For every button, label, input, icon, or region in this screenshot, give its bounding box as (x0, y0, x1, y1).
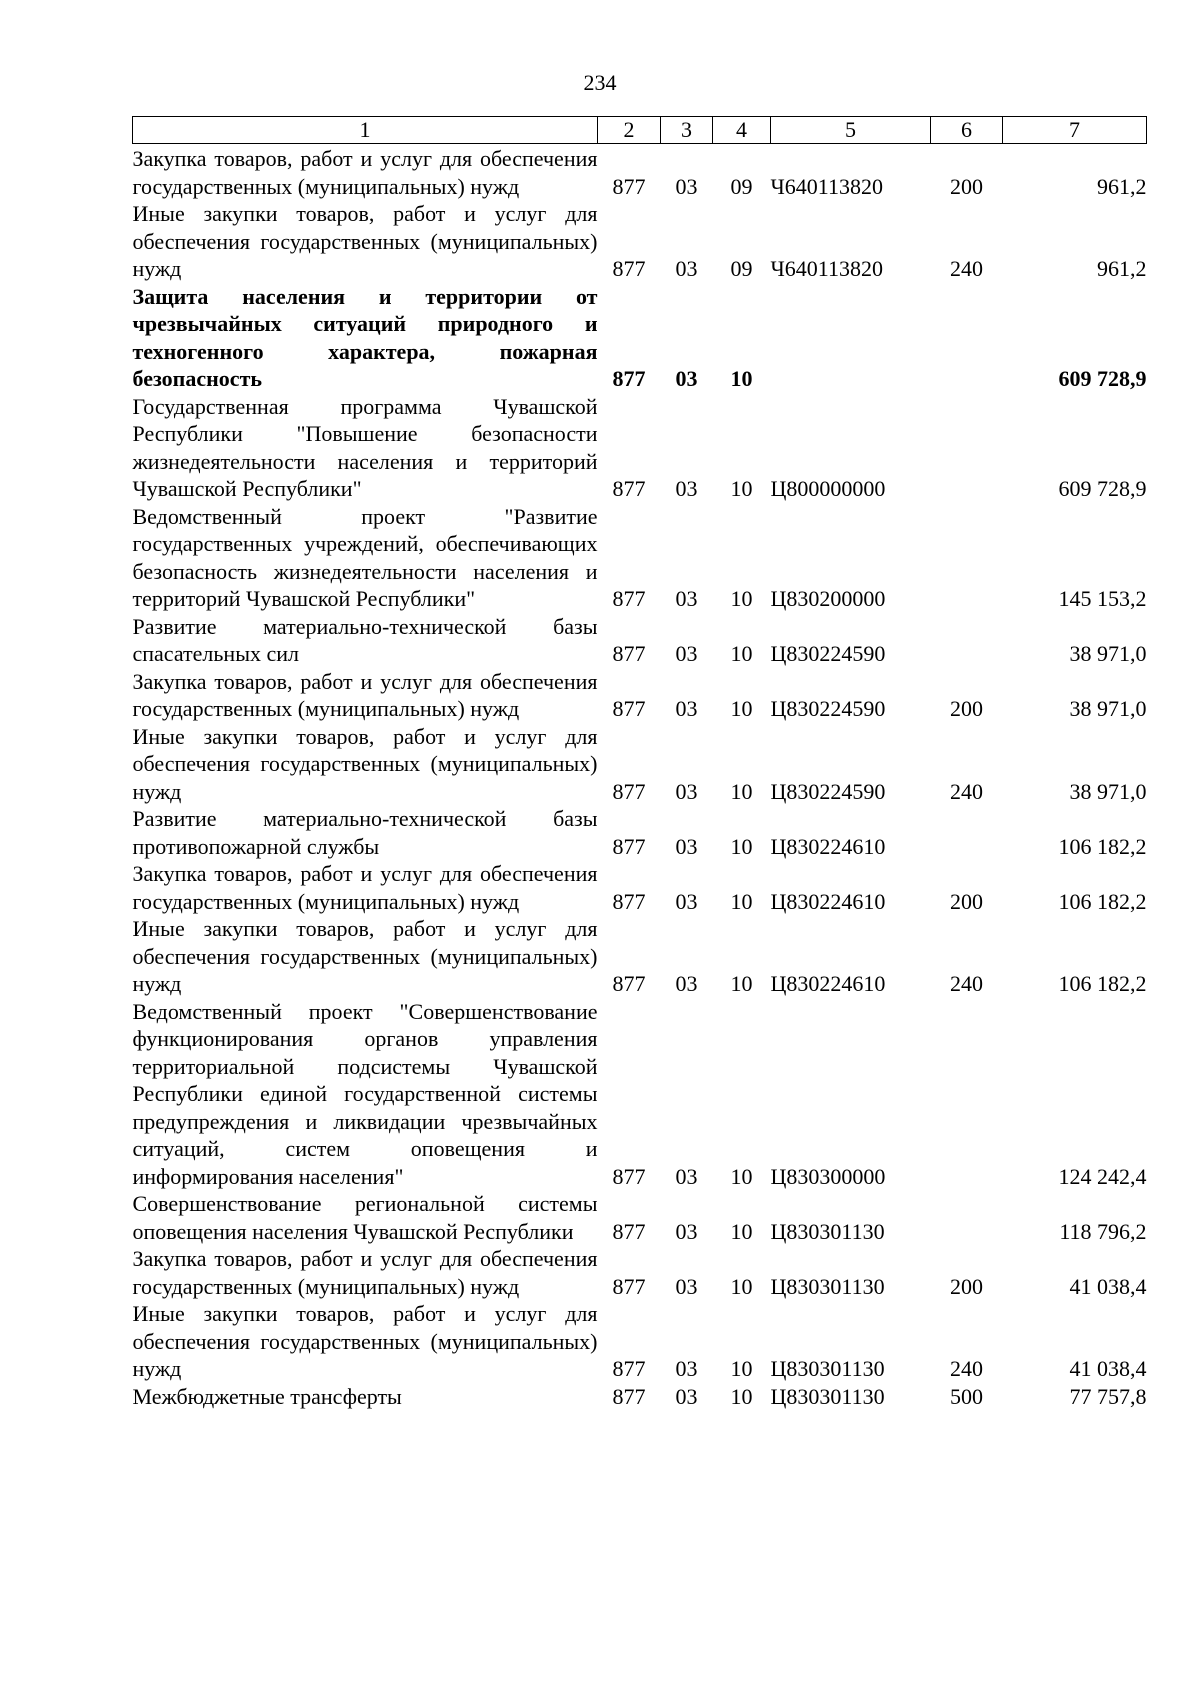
row-target-article-cell: Ч640113820 (770, 256, 883, 281)
row-amount-cell: 41 038,4 (1069, 1356, 1147, 1381)
row-admin-code-cell: 877 (612, 1383, 646, 1409)
row-amount-cell: 106 182,2 (1058, 888, 1147, 914)
row-admin-code-cell: 877 (612, 1273, 646, 1299)
row-name-cell: Иные закупки товаров, работ и услуг для обеспечения государственных (муниципальных) нужд (132, 723, 598, 804)
row-expense-type-cell: 240 (950, 778, 983, 804)
row-admin-code-cell: 877 (612, 1163, 646, 1189)
row-subsection-cell: 10 (730, 1383, 753, 1409)
row-section-cell: 03 (675, 586, 698, 611)
row-expense-type-cell: 240 (950, 1356, 983, 1381)
row-expense-type-cell: 200 (950, 173, 983, 199)
page-number: 234 (583, 70, 617, 95)
table-row (133, 860, 1147, 915)
row-expense-type-cell: 240 (950, 256, 983, 281)
table-row (133, 503, 1147, 613)
header-cell: 3 (661, 117, 713, 144)
row-name-cell: Развитие материально-технической базы противопожарной службы (132, 806, 598, 859)
row-amount-cell: 41 038,4 (1069, 1273, 1147, 1299)
row-target-article-cell: Ц830224610 (770, 833, 886, 859)
row-name-cell: Защита населения и территории от чрезвычайных ситуаций природного и техногенного характера, пожарная безопасность (132, 283, 598, 391)
row-name-cell: Иные закупки товаров, работ и услуг для обеспечения государственных (муниципальных) нужд (132, 1301, 598, 1381)
row-subsection-cell: 10 (730, 778, 753, 804)
row-name-cell: Иные закупки товаров, работ и услуг для обеспечения государственных (муниципальных) нужд (132, 201, 598, 281)
row-section-cell: 03 (675, 1356, 698, 1381)
row-subsection-cell: 10 (730, 1273, 753, 1299)
row-subsection-cell: 10 (730, 971, 753, 996)
row-target-article-cell: Ц800000000 (770, 476, 886, 501)
table-row (133, 723, 1147, 806)
row-subsection-cell: 10 (730, 366, 753, 391)
row-expense-type-cell: 240 (950, 971, 983, 996)
table-body (133, 144, 1147, 1411)
header-cell: 5 (771, 117, 931, 144)
row-subsection-cell: 09 (730, 173, 753, 199)
row-admin-code-cell: 877 (612, 586, 646, 611)
row-admin-code-cell: 877 (612, 1356, 646, 1381)
table-row (133, 668, 1147, 723)
row-subsection-cell: 10 (730, 586, 753, 611)
row-admin-code-cell: 877 (612, 476, 646, 501)
row-section-cell: 03 (675, 173, 698, 199)
row-section-cell: 03 (675, 778, 698, 804)
table-row (133, 1245, 1147, 1300)
row-section-cell: 03 (675, 833, 698, 859)
row-target-article-cell: Ц830301130 (770, 1356, 885, 1381)
header-row (133, 117, 1147, 144)
budget-table (132, 116, 1147, 1410)
row-target-article-cell: Ц830300000 (770, 1163, 886, 1189)
row-target-article-cell: Ц830224590 (770, 778, 886, 804)
row-name-cell: Закупка товаров, работ и услуг для обеспечения государственных (муниципальных) нужд (132, 146, 598, 199)
table-row (133, 613, 1147, 668)
row-amount-cell: 106 182,2 (1058, 971, 1147, 996)
table-row (133, 915, 1147, 998)
row-target-article-cell: Ц830301130 (770, 1273, 885, 1299)
row-admin-code-cell: 877 (612, 888, 646, 914)
row-target-article-cell: Ц830301130 (770, 1218, 885, 1244)
row-amount-cell: 609 728,9 (1058, 476, 1147, 501)
row-subsection-cell: 10 (730, 833, 753, 859)
row-section-cell: 03 (675, 1383, 698, 1409)
row-section-cell: 03 (675, 476, 698, 501)
row-subsection-cell: 10 (730, 641, 753, 666)
row-subsection-cell: 10 (730, 1163, 753, 1189)
row-name-cell: Иные закупки товаров, работ и услуг для обеспечения государственных (муниципальных) нужд (132, 916, 598, 996)
row-name-cell: Совершенствование региональной системы оповещения населения Чувашской Республики (132, 1191, 598, 1244)
row-section-cell: 03 (675, 1273, 698, 1299)
row-subsection-cell: 10 (730, 476, 753, 501)
header-cell: 6 (931, 117, 1003, 144)
row-expense-type-cell (931, 503, 1003, 613)
header-cell: 4 (713, 117, 771, 144)
row-amount-cell: 77 757,8 (1069, 1383, 1147, 1409)
table-row (133, 144, 1147, 201)
row-subsection-cell: 10 (730, 1356, 753, 1381)
row-amount-cell: 106 182,2 (1058, 833, 1147, 859)
row-admin-code-cell: 877 (612, 366, 646, 391)
row-expense-type-cell: 500 (950, 1383, 983, 1409)
row-section-cell: 03 (675, 1218, 698, 1244)
row-target-article-cell: Ц830224610 (770, 971, 886, 996)
row-name-cell: Межбюджетные трансферты (132, 1383, 402, 1409)
row-target-article-cell: Ц830301130 (770, 1383, 885, 1409)
row-expense-type-cell (931, 998, 1003, 1191)
row-amount-cell: 961,2 (1097, 173, 1147, 199)
row-expense-type-cell (931, 613, 1003, 668)
row-name-cell: Закупка товаров, работ и услуг для обеспечения государственных (муниципальных) нужд (132, 668, 598, 721)
row-section-cell: 03 (675, 366, 698, 391)
row-target-article-cell: Ц830224590 (770, 641, 886, 666)
row-expense-type-cell: 200 (950, 1273, 983, 1299)
row-admin-code-cell: 877 (612, 778, 646, 804)
row-amount-cell: 38 971,0 (1069, 696, 1147, 721)
row-target-article-cell: Ц830224590 (770, 696, 886, 721)
row-name-cell: Закупка товаров, работ и услуг для обеспечения государственных (муниципальных) нужд (132, 861, 598, 914)
row-subsection-cell: 10 (730, 1218, 753, 1244)
row-target-article-cell: Ц830200000 (770, 586, 886, 611)
row-target-article-cell (771, 283, 931, 393)
row-expense-type-cell: 200 (950, 888, 983, 914)
table-row (133, 805, 1147, 860)
row-section-cell: 03 (675, 888, 698, 914)
row-amount-cell: 38 971,0 (1069, 641, 1147, 666)
row-section-cell: 03 (675, 256, 698, 281)
row-name-cell: Закупка товаров, работ и услуг для обеспечения государственных (муниципальных) нужд (132, 1246, 598, 1299)
header-cell: 2 (598, 117, 661, 144)
row-amount-cell: 609 728,9 (1058, 366, 1147, 391)
row-expense-type-cell: 200 (950, 696, 983, 721)
header-cell: 1 (133, 117, 598, 144)
table-row (133, 200, 1147, 283)
row-expense-type-cell (931, 393, 1003, 503)
row-admin-code-cell: 877 (612, 696, 646, 721)
row-admin-code-cell: 877 (612, 833, 646, 859)
row-section-cell: 03 (675, 641, 698, 666)
row-name-cell: Государственная программа Чувашской Республики "Повышение безопасности жизнедеятельности населения и территорий Чувашской Республики" (132, 393, 598, 501)
row-admin-code-cell: 877 (612, 641, 646, 666)
row-amount-cell: 124 242,4 (1058, 1163, 1147, 1189)
table-row (133, 1383, 1147, 1411)
row-subsection-cell: 10 (730, 888, 753, 914)
table-row (133, 998, 1147, 1191)
row-section-cell: 03 (675, 971, 698, 996)
row-section-cell: 03 (675, 1163, 698, 1189)
table-row (133, 283, 1147, 393)
row-expense-type-cell (931, 1190, 1003, 1245)
row-admin-code-cell: 877 (612, 256, 646, 281)
row-admin-code-cell: 877 (612, 1218, 646, 1244)
row-amount-cell: 145 153,2 (1058, 586, 1147, 611)
row-expense-type-cell (931, 283, 1003, 393)
row-admin-code-cell: 877 (612, 971, 646, 996)
table-row (133, 1190, 1147, 1245)
row-subsection-cell: 10 (730, 696, 753, 721)
row-section-cell: 03 (675, 696, 698, 721)
row-name-cell: Ведомственный проект "Совершенствование функционирования органов управления территориальной подсистемы Чувашской Республики единой государственной системы предупреждения и ликвидации чрезвычайных ситуаций, систем оповещения и информирования населения" (132, 998, 598, 1189)
header-cell: 7 (1003, 117, 1147, 144)
row-target-article-cell: Ц830224610 (770, 888, 886, 914)
row-name-cell: Развитие материально-технической базы спасательных сил (132, 613, 598, 666)
row-name-cell: Ведомственный проект "Развитие государственных учреждений, обеспечивающих безопасность жизнедеятельности населения и территорий Чувашской Республики" (132, 503, 598, 611)
row-amount-cell: 118 796,2 (1059, 1218, 1147, 1244)
row-admin-code-cell: 877 (612, 173, 646, 199)
table-row (133, 1300, 1147, 1383)
row-amount-cell: 38 971,0 (1069, 778, 1147, 804)
row-target-article-cell: Ч640113820 (770, 173, 883, 199)
table-row (133, 393, 1147, 503)
row-expense-type-cell (931, 805, 1003, 860)
row-subsection-cell: 09 (730, 256, 753, 281)
row-amount-cell: 961,2 (1097, 256, 1147, 281)
